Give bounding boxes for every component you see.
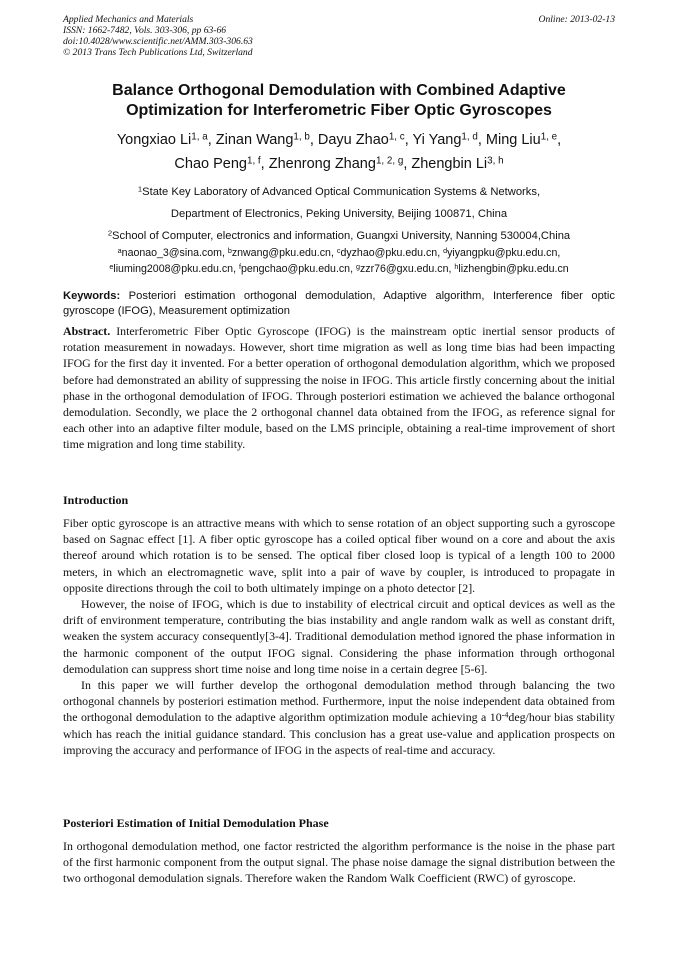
affiliations [63,181,615,247]
email-list [60,245,618,277]
email-separator: , [437,247,444,259]
author-separator: , [557,132,562,148]
email-address[interactable]: dyzhao@pku.edu.cn [340,247,438,259]
author-affil-mark: 1, f [246,155,261,167]
email-mark: f [238,261,241,271]
email-address[interactable]: liuming2008@pku.edu.cn [113,263,234,275]
introduction-paragraph-1: Fiber optic gyroscope is an attractive means with which to sense rotation of an object supporting such a gyroscope based on Sagnac effect [1]. A fiber optic gyroscope has a coiled optical fiber wound on a core and about the axis thereof around which rotation is to be sensed. The optical fiber closed loop is typical of a length 100 to 2000 meters, in which an electromagnetic wave, split into a pair of wave by coupler, is introduced to propagate in opposite directions through the coil to both ultimately impinge on a photo detector [2]. [63,516,615,595]
abstract [63,323,615,453]
keywords [63,289,615,318]
email-separator: , [233,263,239,275]
email-address[interactable]: pengchao@pku.edu.cn [240,263,351,275]
issn-line: ISSN: 1662-7482, Vols. 303-306, pp 63-66 [63,25,227,36]
author-separator: , [477,132,486,148]
abstract-label: Abstract. [63,324,111,338]
affiliation-mark: 2 [107,228,113,238]
paragraph-text: deg/hour bias stability which has reach the initial guidance standard. This conclusion has a great use-value and application prospects on improving the accuracy and performance of IFOG in the aspects of real-time and accuracy. [63,710,615,757]
introduction-paragraph-3 [63,677,615,758]
email-line-2 [60,261,618,277]
journal-header [63,14,615,58]
email-address[interactable]: naonao_3@sina.com [121,247,222,259]
email-separator: , [350,263,356,275]
affiliation-mark: 1 [137,184,143,194]
author-name: Chao Peng [174,156,247,172]
author-affil-mark: 1, b [293,131,310,143]
email-mark: a [117,245,122,255]
email-mark: b [227,245,232,255]
author-affil-mark: 1, c [388,131,405,143]
author-line-2 [63,152,615,176]
author-name: Dayu Zhao [317,132,389,148]
affiliation-text: Department of Electronics, Peking University, Beijing 100871, China [170,208,508,220]
author-affil-mark: 1, e [540,131,558,143]
email-separator: , [330,247,337,259]
email-mark: e [109,261,114,271]
paragraph-text: In this paper we will further develop the orthogonal demodulation method through balancing the two orthogonal channels by posteriori estimation method. Furthermore, input the noise independent data obtained from the orthogonal demodulation to the adaptive algorithm optimization module achieving a 10 [63,678,615,725]
online-date: Online: 2013-02-13 [538,14,615,25]
author-list [63,128,615,176]
affiliation-2 [63,225,615,247]
keywords-text: Posteriori estimation orthogonal demodulation, Adaptive algorithm, Interference fiber optic gyroscope (IFOG), Measurement optimization [63,290,615,317]
affiliation-1-cont [63,203,615,225]
author-separator: , [404,132,413,148]
doi-line: doi:10.4028/www.scientific.net/AMM.303-306.63 [63,36,253,47]
email-separator: , [557,247,561,259]
email-address[interactable]: znwang@pku.edu.cn [231,247,331,259]
author-separator: , [260,156,269,172]
section-2-body [63,838,615,887]
author-affil-mark: 1, a [191,131,208,143]
author-name: Zhenrong Zhang [268,156,376,172]
email-address[interactable]: yiyangpku@pku.edu.cn [447,247,558,259]
introduction-body [63,515,615,758]
email-address[interactable]: lizhengbin@pku.edu.cn [458,263,569,275]
abstract-text: Interferometric Fiber Optic Gyroscope (IFOG) is the mainstream optic inertial sensor products of rotation measurement in nowadays. However, short time migration as well as long time bias had been impacting IFOG for the first day it invented. For a better operation of orthogonal demodulation algorithm, which we proposed before had demonstrated an ability of suppressing the noise in IFOG. This article firstly concerning about the initial phase in the orthogonal demodulation of IFOG. Through posteriori estimation we achieved the balance orthogonal demodulation. Secondly, we place the 2 orthogonal channel data obtained from the IFOG, as reference signal for each other into an adaptive filter module, based on the LMS principle, obtaining a real-time improvement of short time migration and long time stability. [63,324,615,452]
email-mark: c [336,245,341,255]
email-mark: h [454,261,459,271]
author-line-1 [63,128,615,152]
title-line-2: Optimization for Interferometric Fiber Optic Gyroscopes [126,102,552,119]
keywords-label: Keywords: [63,290,121,302]
author-affil-mark: 1, 2, g [375,155,404,167]
email-separator: , [448,263,455,275]
author-separator: , [309,132,318,148]
exponent: -4 [501,710,509,720]
author-name: Ming Liu [485,132,541,148]
email-mark: g [355,261,360,271]
copyright-line: © 2013 Trans Tech Publications Ltd, Switzerland [63,47,253,58]
paper-title [63,81,615,121]
author-name: Zinan Wang [215,132,294,148]
author-separator: , [403,156,412,172]
email-separator: , [221,247,228,259]
author-separator: , [207,132,216,148]
email-address[interactable]: zzr76@gxu.edu.cn [359,263,449,275]
email-mark: d [443,245,448,255]
author-name: Yi Yang [412,132,462,148]
journal-name: Applied Mechanics and Materials [63,14,194,25]
introduction-paragraph-2: However, the noise of IFOG, which is due to instability of electrical circuit and optical devices as well as the drift of environment temperature, contributing the bias instability and angle random walk as well as constant drift, weaken the system accuracy consequently[3-4]. Traditional demodulation method ignored the phase information in the harmonic component of the output IFOG signal. Considering the phase information through orthogonal demodulation can suppress short time noise and long time noise in a certain degree [5-6]. [63,597,615,676]
affiliation-text: State Key Laboratory of Advanced Optical Communication Systems & Networks, [142,186,541,198]
section-2-paragraph-1: In orthogonal demodulation method, one factor restricted the algorithm performance is the noise in the phase part of the first harmonic component from the output signal. The phase noise damage the signal distribution between the two orthogonal demodulation signals. Therefore waken the Random Walk Coefficient (RWC) of gyroscope. [63,839,615,886]
author-affil-mark: 1, d [461,131,478,143]
affiliation-text: School of Computer, electronics and information, Guangxi University, Nanning 530004,China [112,230,571,242]
affiliation-1 [63,181,615,203]
title-line-1: Balance Orthogonal Demodulation with Combined Adaptive [112,82,566,99]
author-name: Zhengbin Li [411,156,488,172]
introduction-heading: Introduction [63,493,129,507]
author-name: Yongxiao Li [116,132,192,148]
section-2-heading: Posteriori Estimation of Initial Demodulation Phase [63,816,329,830]
author-affil-mark: 3, h [487,155,504,167]
email-line-1 [60,245,618,261]
